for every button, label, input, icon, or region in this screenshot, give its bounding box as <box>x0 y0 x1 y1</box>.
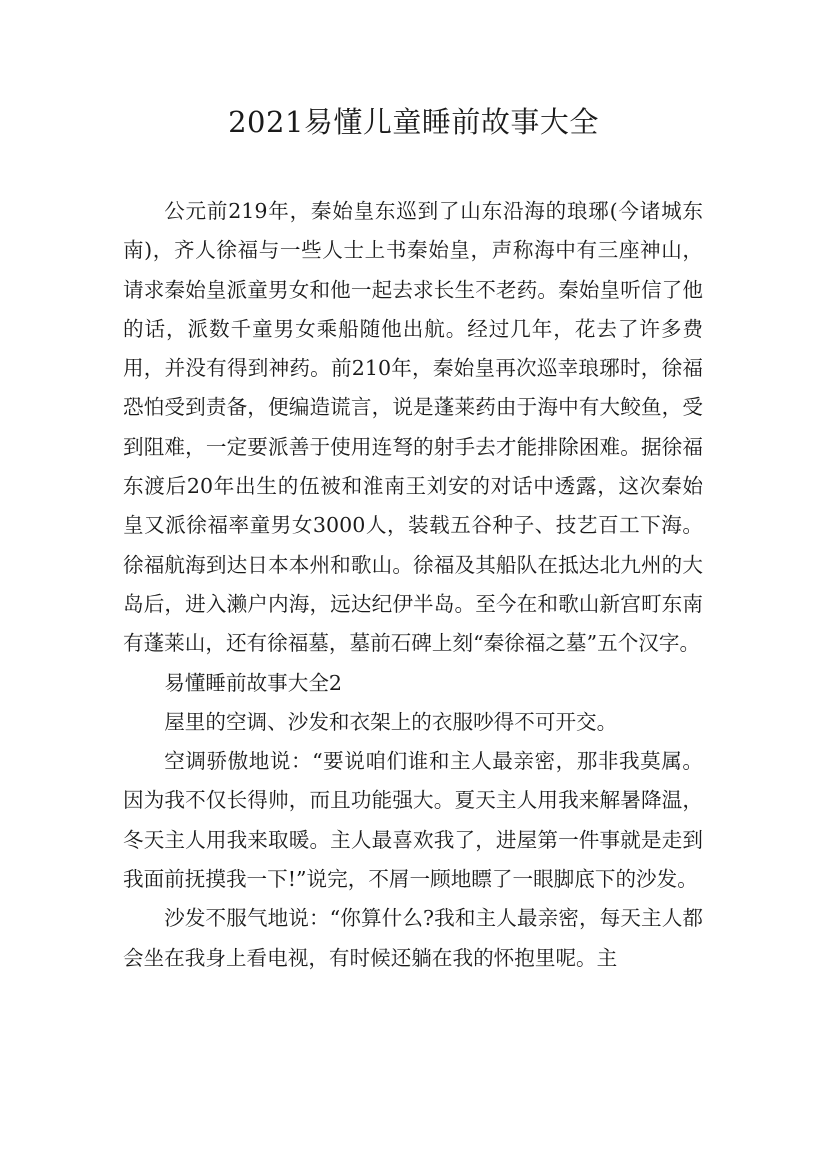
paragraph-air-conditioner-speech: 空调骄傲地说：“要说咱们谁和主人最亲密，那非我莫属。因为我不仅长得帅，而且功能强大。夏天主人用我来解暑降温，冬天主人用我来取暖。主人最喜欢我了，进屋第一件事就是走到我面前抚摸我一下!”说完，不屑一顾地瞟了一眼脚底下的沙发。 <box>123 749 703 892</box>
paragraph-xu-fu-story: 公元前219年，秦始皇东巡到了山东沿海的琅琊(今诸城东南)，齐人徐福与一些人士上书秦始皇，声称海中有三座神山，请求秦始皇派童男女和他一起去求长生不老药。秦始皇听信了他的话，派数千童男女乘船随他出航。经过几年，花去了许多费用，并没有得到神药。前210年，秦始皇再次巡幸琅琊时，徐福恐怕受到责备，便编造谎言，说是蓬莱药由于海中有大鲛鱼，受到阻难，一定要派善于使用连弩的射手去才能排除困难。据徐福东渡后20年出生的伍被和淮南王刘安的对话中透露，这次秦始皇又派徐福率童男女3000人，装载五谷种子、技艺百工下海。徐福航海到达日本本州和歌山。徐福及其船队在抵达北九州的大岛后，进入濑户内海，远达纪伊半岛。至今在和歌山新宫町东南有蓬莱山，还有徐福墓，墓前石碑上刻“秦徐福之墓”五个汉字。 <box>123 199 703 656</box>
section-heading-story-2: 易懂睡前故事大全2 <box>164 670 343 695</box>
paragraph-quarrel-intro: 屋里的空调、沙发和衣架上的衣服吵得不可开交。 <box>164 709 618 734</box>
paragraph-sofa-speech: 沙发不服气地说：“你算什么?我和主人最亲密，每天主人都会坐在我身上看电视，有时候还躺在我的怀抱里呢。主 <box>123 906 703 970</box>
document-body <box>123 192 703 978</box>
document-title: 2021易懂儿童睡前故事大全 <box>228 105 599 139</box>
